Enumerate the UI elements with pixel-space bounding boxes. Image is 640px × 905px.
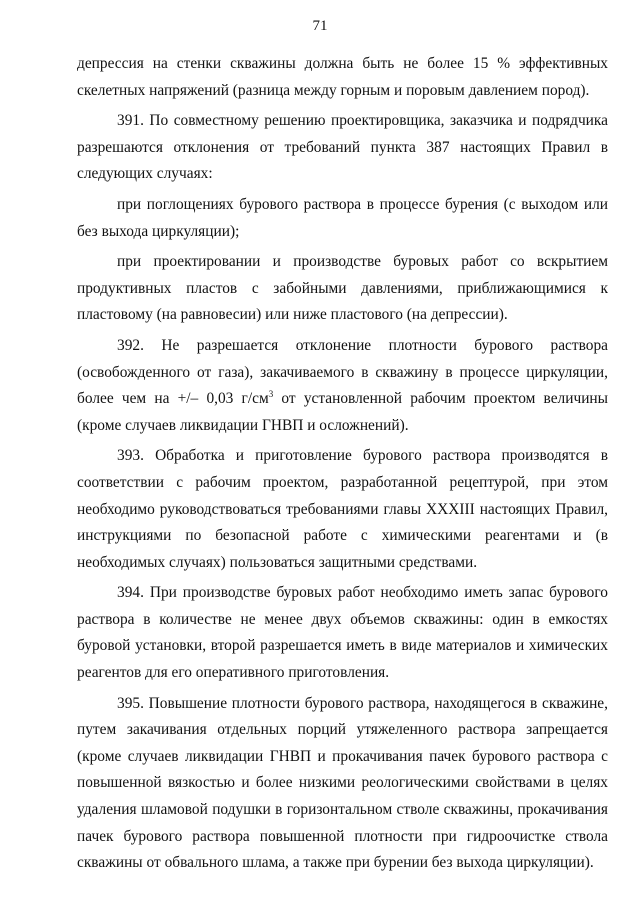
page-number: 71	[312, 18, 328, 34]
document-body	[77, 51, 608, 877]
paragraph-391-case-design: при проектировании и производстве буровых работ со вскрытием продуктивных пластов с забойными давлениями, приближающимися к пластовому (на равновесии) или ниже пластового (на депрессии).	[77, 253, 608, 324]
paragraph-392	[77, 333, 608, 439]
paragraph-continuation: депрессия на стенки скважины должна быть не более 15 % эффективных скелетных напряжений (разница между горным и поровым давлением пород).	[77, 55, 608, 99]
paragraph-392-text-before: 392. Не разрешается отклонение плотности бурового раствора (освобожденного от газа), закачиваемого в скважину в процессе циркуляции, более чем на +/– 0,03 г/см	[77, 336, 608, 408]
paragraph-391-case-absorption: при поглощениях бурового раствора в процессе бурения (с выходом или без выхода циркуляции);	[77, 195, 608, 240]
paragraph-394: 394. При производстве буровых работ необходимо иметь запас бурового раствора в количестве не менее двух объемов скважины: один в емкостях буровой установки, второй разрешается иметь в виде материалов и химических реагентов для его оперативного приготовления.	[77, 584, 608, 682]
paragraph-393: 393. Обработка и приготовление бурового раствора производятся в соответствии с рабочим проектом, разработанной рецептурой, при этом необходимо руководствоваться требованиями главы XXXIII настоящих Правил, инструкциями по безопасной работе с химическими реагентами и (в необходимых случаях) пользоваться защитными средствами.	[77, 447, 608, 571]
paragraph-392-text-after: от установленной рабочим проектом величины (кроме случаев ликвидации ГНВП и осложнений).	[77, 390, 609, 434]
paragraph-392-superscript: 3	[268, 389, 274, 399]
paragraph-391: 391. По совместному решению проектировщика, заказчика и подрядчика разрешаются отклонения от требований пункта 387 настоящих Правил в следующих случаях:	[77, 112, 608, 183]
paragraph-395: 395. Повышение плотности бурового раствора, находящегося в скважине, путем закачивания отдельных порций утяжеленного раствора запрещается (кроме случаев ликвидации ГНВП и прокачивания пачек бурового раствора с повышенной вязкостью и более низкими реологическими свойствами в целях удаления шламовой подушки в горизонтальном стволе скважины, прокачивания пачек бурового раствора повышенной плотности при гидроочистке ствола скважины от обвального шлама, а также при бурении без выхода циркуляции).	[77, 694, 608, 872]
